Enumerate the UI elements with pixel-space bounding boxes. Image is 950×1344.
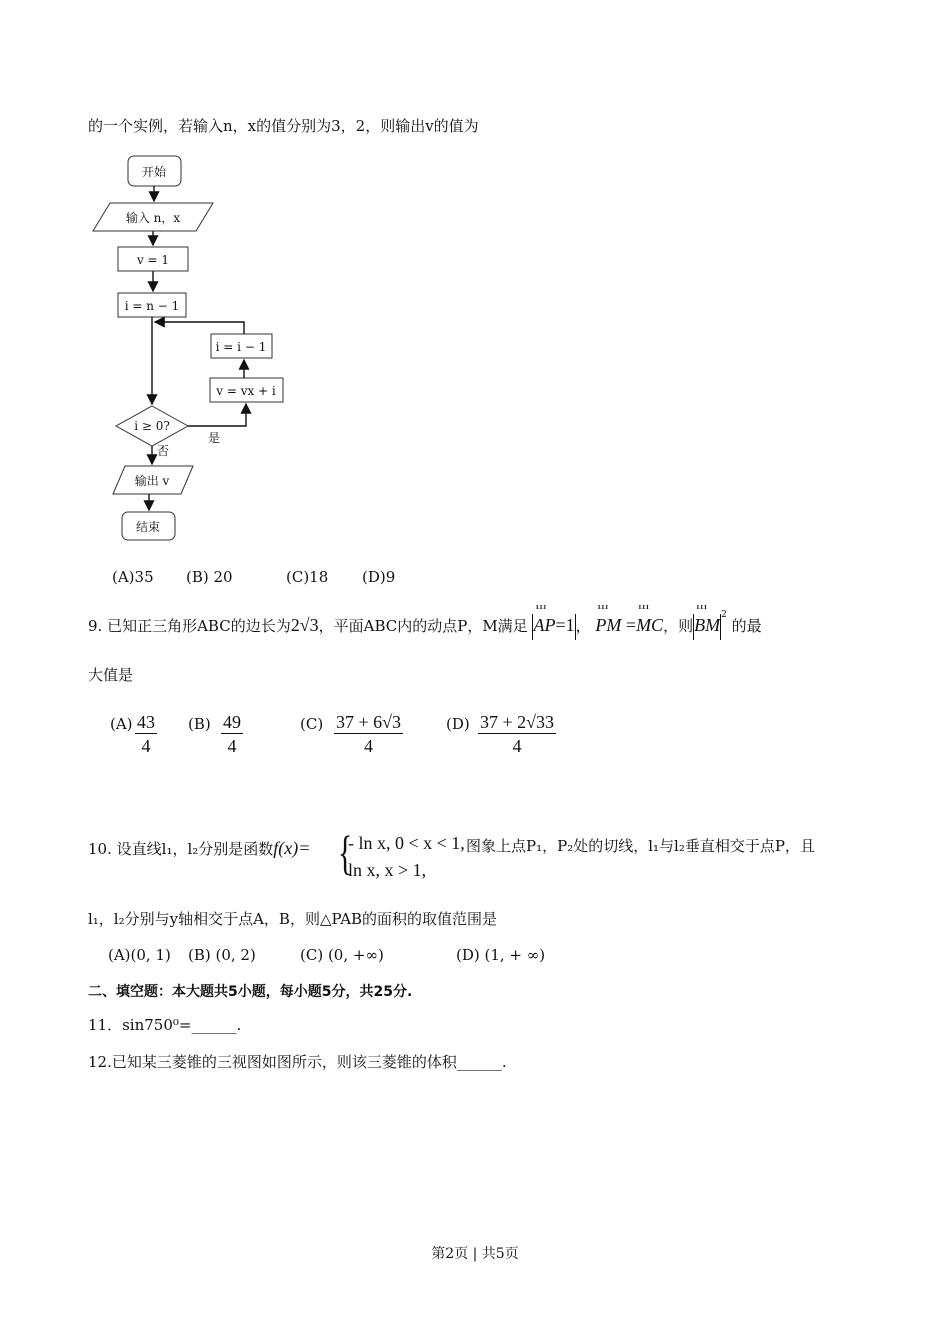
- q9-option-b-label: (B): [188, 715, 211, 733]
- q10-case2: ln x, x > 1,: [348, 860, 427, 880]
- q9-option-a-label: (A): [110, 715, 133, 733]
- denominator: 4: [364, 736, 374, 756]
- q10-option-b: (B) (0, 2): [188, 946, 256, 964]
- q9-line1: 9. 已知正三角形ABC的边长为2√3，平面ABC内的动点P，M满足 Ш AP=1， Ш PM =Ш MC，则Ш $BM^2$ 的最: [88, 611, 762, 640]
- q11: 11．sin750⁰=______.: [88, 1016, 242, 1034]
- q10-text: 设直线l₁，l₂分别是函数: [116, 840, 274, 858]
- q9-number: 9.: [88, 617, 103, 635]
- numerator: 37 + 2√33: [480, 712, 555, 732]
- vector-pm: Ш PM: [595, 616, 621, 634]
- q9-option-c: [334, 711, 403, 758]
- q9-text: 已知正三角形ABC的边长为: [107, 617, 291, 635]
- q9-option-a: [135, 711, 157, 758]
- denominator: 4: [512, 736, 522, 756]
- denominator: 4: [227, 736, 237, 756]
- q9-cond1: =1: [555, 615, 575, 635]
- numerator: 49: [223, 712, 241, 732]
- q8-option-d: (D)9: [362, 568, 396, 586]
- q10-option-d: (D) (1, + ∞): [456, 946, 546, 964]
- q12: 12.已知某三菱锥的三视图如图所示，则该三菱锥的体积______.: [88, 1053, 507, 1071]
- q9-power: 2: [721, 610, 727, 620]
- vector-bm: Ш BM: [694, 616, 720, 634]
- vector-mc: Ш MC: [636, 616, 663, 634]
- q8-option-c: (C)18: [286, 568, 329, 586]
- q10-line2: l₁，l₂分别与y轴相交于点A，B，则△PAB的面积的取值范围是: [88, 910, 498, 928]
- q8-option-a: (A)35: [112, 568, 154, 586]
- section-heading: 二、填空题：本大题共5小题，每小题5分，共25分.: [88, 984, 413, 1000]
- q9-text: 的最: [731, 617, 762, 635]
- intro-line: 的一个实例，若输入n，x的值分别为3，2，则输出v的值为: [88, 117, 479, 135]
- q9-text: ，平面ABC内的动点P，M满足: [318, 617, 528, 635]
- start-label: 开始: [141, 165, 167, 179]
- q10-text-b: 图象上点P₁，P₂处的切线，l₁与l₂垂直相交于点P，且: [466, 837, 815, 855]
- init-v-label: v = 1: [136, 253, 170, 267]
- yes-label: 是: [208, 431, 221, 445]
- q9-text: ，则: [663, 617, 694, 635]
- condition-label: i ≥ 0?: [134, 419, 170, 433]
- numerator: 43: [137, 712, 155, 732]
- brace: {: [338, 826, 353, 880]
- output-label: 输出 v: [134, 474, 170, 488]
- decrement-label: i = i − 1: [215, 340, 267, 354]
- q10-option-a: (A)(0, 1): [108, 946, 171, 964]
- q10-option-c: (C) (0, +∞): [300, 946, 384, 964]
- flowchart: [0, 0, 320, 560]
- q10-case1: - ln x, 0 < x < 1,: [348, 833, 465, 853]
- vector-ap: Ш AP: [533, 616, 555, 634]
- q9-option-d-label: (D): [446, 715, 470, 733]
- page-footer: 第2页 | 共5页: [431, 1246, 519, 1262]
- q8-option-b: (B) 20: [186, 568, 233, 586]
- q9-line2: 大值是: [88, 666, 134, 684]
- q10-number: 10.: [88, 840, 112, 858]
- q9-option-c-label: (C): [300, 715, 324, 733]
- denominator: 4: [141, 736, 151, 756]
- no-label: 否: [157, 444, 170, 458]
- numerator: 37 + 6√3: [336, 712, 402, 732]
- q10-line1: [88, 839, 310, 857]
- input-label: 输入 n，x: [125, 211, 181, 225]
- update-label: v = vx + i: [216, 384, 276, 398]
- init-i-label: i = n − 1: [124, 299, 180, 313]
- q9-option-d: [478, 711, 556, 758]
- q9-side: 2√3: [290, 615, 319, 635]
- q10-function: f(x)=: [273, 838, 311, 858]
- q9-option-b: [221, 711, 243, 758]
- end-label: 结束: [135, 520, 161, 534]
